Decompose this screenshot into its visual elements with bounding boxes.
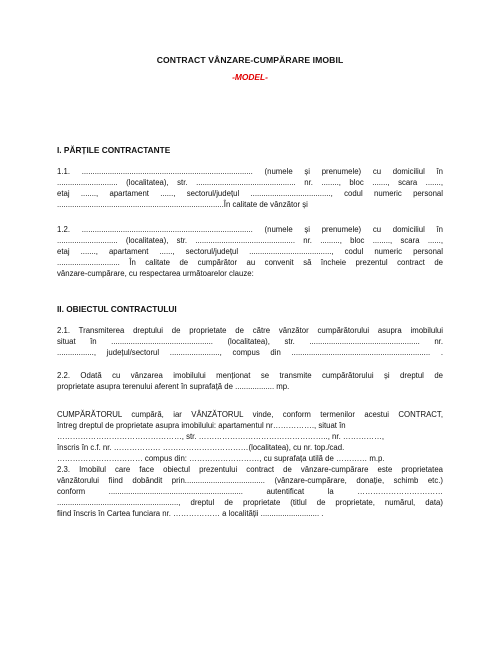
paragraph-line: ........................................................, dreptul de proprietate (titlul de proprietate, numărul, data): [57, 498, 443, 507]
paragraph-line: .............................................................................În calitate de vânzător și: [57, 200, 308, 209]
paragraph-line: 2.3. Imobilul care face obiectul prezentului contract de vânzare-cumpărare este proprietatea: [57, 465, 443, 474]
paragraph-line: CUMPĂRĂTORUL cumpără, iar VÂNZĂTORUL vinde, conform termenilor acestui CONTRACT,: [57, 410, 443, 419]
paragraph-line: ............................ (localitatea), str. .............................................. nr. ........, bloc ......., scara .......,: [57, 178, 443, 187]
paragraph-line: 1.2. ............................................................................... (numele și prenumele) cu domiciliul în: [57, 225, 443, 234]
paragraph-line: 1.1. ............................................................................... (numele și prenumele) cu domiciliul în: [57, 167, 443, 176]
paragraph-line: conform .............................................................. autentificat la ……………………………: [57, 487, 443, 496]
section-heading-parties: I. PĂRȚILE CONTRACTANTE: [57, 145, 171, 155]
paragraph-line: situat în ............................................... (localitatea), str. ................................................... nr.: [57, 337, 443, 346]
paragraph-line: ............................. În calitate de cumpărător au convenit să încheie prezentul contract de: [57, 258, 443, 267]
paragraph-line: înscris în c.f. nr. ……………… ……………………………(localitatea), cu nr. top./cad.: [57, 443, 345, 452]
paragraph-line: ................., județul/sectorul ......................., compus din ................................................................ .: [57, 348, 443, 357]
document-subtitle: -MODEL-: [232, 72, 268, 82]
paragraph-line: …………………………………………, str. ………………………………………….., nr. ……………,: [57, 432, 385, 441]
document-title: CONTRACT VÂNZARE-CUMPĂRARE IMOBIL: [156, 55, 344, 65]
paragraph-line: întreg dreptul de proprietate asupra imobilului: apartamentul nr……………., situat în: [57, 421, 346, 430]
paragraph-line: fiind înscris în Cartea funciara nr. ……………… a localității ........................... .: [57, 509, 324, 518]
paragraph-line: 2.1. Transmiterea dreptului de proprietate de către vânzător cumpărătorului asupra imobilului: [57, 326, 443, 335]
paragraph-line: etaj ......., apartament ......, sectorul/județul ....................................., codul numeric personal: [57, 189, 443, 198]
section-heading-object: II. OBIECTUL CONTRACTULUI: [57, 304, 177, 314]
paragraph-line: etaj ......., apartament ......, sectorul/județul ......................................, codul numeric personal: [57, 247, 443, 256]
paragraph-line: proprietate asupra terenului aferent în suprafață de .................. mp.: [57, 382, 290, 391]
paragraph-line: …………………………… compus din: ………………………, cu suprafața utilă de ………… m.p.: [57, 454, 385, 463]
paragraph-line: vânzare-cumpărare, cu respectarea următoarelor clauze:: [57, 269, 254, 278]
paragraph-line: vânzătorului fiind dobândit prin..................................... (vânzare-cumpărare, donație, schimb etc.): [57, 476, 443, 485]
paragraph-line: ............................ (localitatea), str. .............................................. nr. ........., bloc ........, scara ......,: [57, 236, 443, 245]
paragraph-line: 2.2. Odată cu vânzarea imobilului menționat se transmite cumpărătorului și dreptul de: [57, 371, 443, 380]
